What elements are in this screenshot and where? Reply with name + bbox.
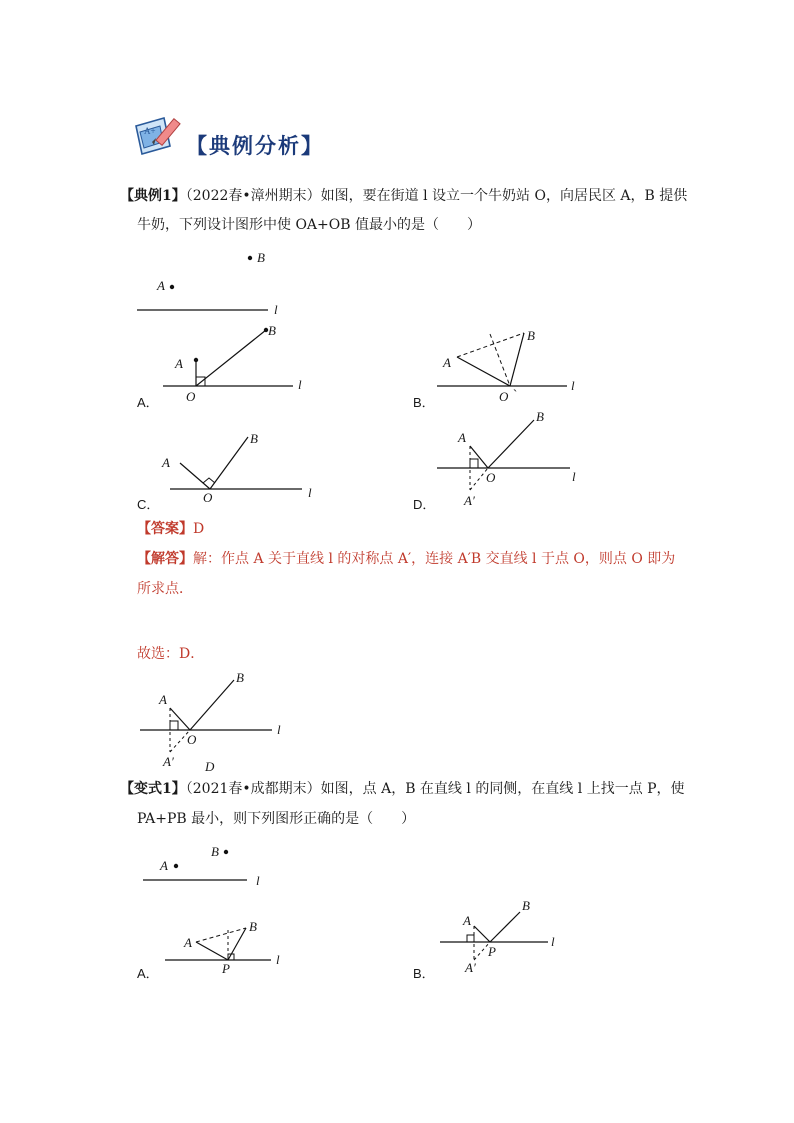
svg-text:D: D bbox=[205, 759, 215, 774]
svg-text:A: A bbox=[175, 356, 183, 371]
section-heading: 【典例分析】 bbox=[186, 134, 324, 158]
svg-text:A: A bbox=[159, 692, 167, 707]
svg-text:l: l bbox=[256, 873, 260, 888]
svg-text:l: l bbox=[298, 377, 302, 392]
svg-text:A+: A+ bbox=[144, 126, 156, 136]
svg-text:A: A bbox=[458, 430, 466, 445]
svg-text:l: l bbox=[308, 485, 312, 500]
option-a-label: A． bbox=[137, 395, 159, 410]
svg-text:A: A bbox=[443, 355, 451, 370]
svg-text:B: B bbox=[268, 323, 276, 338]
svg-text:B: B bbox=[249, 919, 257, 934]
svg-text:A: A bbox=[157, 278, 165, 293]
variant1-line1: （2021春•成都期末）如图，点 A，B 在直线 l 的同侧，在直线 l 上找一点 P，使 bbox=[185, 781, 685, 797]
svg-text:B: B bbox=[522, 898, 530, 913]
svg-text:A: A bbox=[160, 858, 168, 873]
svg-text:l: l bbox=[551, 934, 555, 949]
example1-tag: 【典例1】 bbox=[120, 188, 186, 204]
example1-line1: （2022春•漳州期末）如图，要在街道 l 设立一个牛奶站 O，向居民区 A，B 提供 bbox=[185, 188, 688, 204]
svg-text:A: A bbox=[162, 455, 170, 470]
solution-tag: 【解答】 bbox=[137, 551, 193, 567]
variant1-option-b-label: B． bbox=[413, 966, 435, 981]
answer-tag: 【答案】 bbox=[137, 521, 193, 537]
svg-text:l: l bbox=[276, 952, 280, 967]
option-d-label: D． bbox=[413, 497, 436, 512]
svg-text:O: O bbox=[486, 470, 496, 485]
svg-text:B: B bbox=[257, 250, 265, 265]
variant1-line2: PA+PB 最小，则下列图形正确的是（ ） bbox=[137, 811, 416, 827]
variant1-given-figure bbox=[143, 844, 260, 888]
svg-text:O: O bbox=[186, 389, 196, 404]
example1-line2: 牛奶，下列设计图形中使 OA+OB 值最小的是（ ） bbox=[137, 217, 481, 233]
svg-text:l: l bbox=[571, 378, 575, 393]
variant1-option-a-figure bbox=[165, 919, 280, 976]
svg-text:l: l bbox=[572, 469, 576, 484]
answer-value: D bbox=[193, 521, 205, 537]
svg-text:O: O bbox=[203, 490, 213, 505]
svg-text:B: B bbox=[211, 844, 219, 859]
svg-text:P: P bbox=[488, 944, 496, 959]
svg-text:B: B bbox=[250, 431, 258, 446]
svg-text:`: ` bbox=[513, 387, 518, 402]
solution-line2: 所求点． bbox=[137, 581, 193, 597]
svg-text:O: O bbox=[187, 732, 197, 747]
variant1-option-a-label: A． bbox=[137, 966, 159, 981]
svg-text:A′: A′ bbox=[465, 960, 476, 975]
svg-text:B: B bbox=[236, 670, 244, 685]
option-b-label: B． bbox=[413, 395, 435, 410]
svg-text:P: P bbox=[222, 961, 230, 976]
svg-text:A: A bbox=[463, 913, 471, 928]
svg-text:B: B bbox=[536, 409, 544, 424]
option-c-label: C． bbox=[137, 497, 160, 512]
solution-conclusion: 故选：D． bbox=[137, 646, 205, 662]
solution-text: 解：作点 A 关于直线 l 的对称点 A′，连接 A′B 交直线 l 于点 O，则点 O 即为 bbox=[193, 551, 676, 567]
svg-text:l: l bbox=[274, 302, 278, 317]
svg-text:B: B bbox=[527, 328, 535, 343]
svg-text:A′: A′ bbox=[464, 493, 475, 508]
svg-text:l: l bbox=[277, 722, 281, 737]
svg-text:A: A bbox=[184, 935, 192, 950]
variant1-tag: 【变式1】 bbox=[120, 781, 186, 797]
svg-text:O: O bbox=[499, 389, 509, 404]
svg-text:A′: A′ bbox=[163, 754, 174, 769]
variant1-option-b-figure bbox=[440, 898, 555, 975]
